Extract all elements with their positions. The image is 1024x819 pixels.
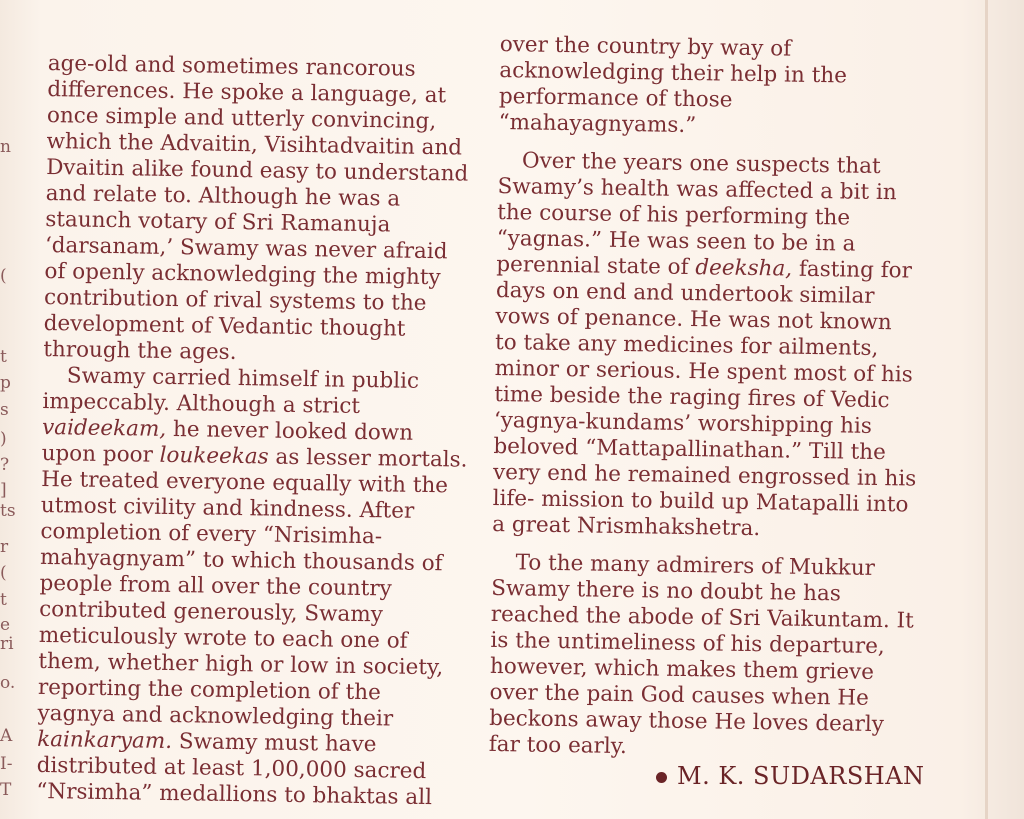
line-text: which the Advaitin, Visihtadvaitin and bbox=[46, 128, 463, 161]
line-text: life- mission to build up Matapalli into bbox=[492, 485, 909, 518]
italic-term: vaideekam, bbox=[41, 414, 167, 442]
line-text: as lesser mortals. bbox=[268, 444, 468, 473]
fragment: t bbox=[0, 590, 7, 610]
page-fold-crease bbox=[985, 0, 988, 819]
fragment: s bbox=[0, 400, 9, 420]
line-text: very end he remained engrossed in his bbox=[492, 459, 917, 492]
line-text: completion of every “Nrisimha- bbox=[40, 518, 383, 550]
fragment: T bbox=[0, 780, 12, 800]
previous-column-fragments bbox=[0, 0, 22, 819]
line-text: ‘darsanam,’ Swamy was never afraid bbox=[44, 232, 448, 265]
line-text: reached the abode of Sri Vaikuntam. It bbox=[490, 601, 914, 634]
line-text: he never looked down bbox=[165, 416, 414, 446]
fragment: I- bbox=[0, 754, 13, 774]
line-text: meticulously wrote to each one of bbox=[38, 622, 408, 654]
article-column-left bbox=[36, 51, 488, 812]
line-text: a great Nrismhakshetra. bbox=[492, 511, 761, 542]
line-text: utmost civility and kindness. After bbox=[40, 492, 415, 524]
fragment: A bbox=[0, 726, 13, 746]
fragment: ] bbox=[0, 480, 7, 500]
bullet-icon bbox=[656, 772, 667, 783]
line-text: once simple and utterly convincing, bbox=[46, 102, 437, 135]
line-text: Over the years one suspects that bbox=[521, 148, 881, 179]
fragment: ) bbox=[0, 429, 7, 449]
text-line bbox=[498, 110, 938, 143]
fragment: p bbox=[0, 373, 11, 393]
fragment: ? bbox=[0, 455, 10, 475]
line-text: far too early. bbox=[488, 731, 628, 760]
line-text: vows of penance. He was not known bbox=[495, 303, 892, 336]
italic-term: deeksha, bbox=[695, 255, 793, 282]
line-text: them, whether high or low in society, bbox=[38, 648, 444, 681]
line-text: minor or serious. He spent most of his bbox=[494, 355, 913, 388]
line-text: days on end and undertook similar bbox=[495, 277, 875, 309]
line-text: staunch votary of Sri Ramanuja bbox=[45, 206, 391, 238]
line-text: impeccably. Although a strict bbox=[42, 388, 361, 419]
line-text: upon poor bbox=[41, 440, 160, 468]
line-text: Swamy’s health was affected a bit in bbox=[497, 173, 897, 206]
line-text: To the many admirers of Mukkur bbox=[515, 550, 876, 581]
line-text: reporting the completion of the bbox=[37, 674, 381, 706]
line-text: Dvaitin alike found easy to understand bbox=[45, 154, 469, 187]
fragment: o. bbox=[0, 673, 16, 693]
author-byline bbox=[656, 762, 925, 790]
line-text: “yagnas.” He was seen to be in a bbox=[496, 225, 856, 257]
fragment: n bbox=[0, 137, 11, 157]
line-text: “Nrsimha” medallions to bhaktas all bbox=[36, 778, 433, 811]
line-text: beloved “Mattapallinathan.” Till the bbox=[493, 433, 887, 466]
line-text: beckons away those He loves dearly bbox=[489, 705, 885, 738]
line-text: Swamy carried himself in public bbox=[66, 363, 420, 394]
line-text: time beside the raging fires of Vedic bbox=[494, 381, 890, 414]
line-text: and relate to. Although he was a bbox=[45, 180, 401, 212]
line-text: fasting for bbox=[791, 256, 913, 284]
line-text: distributed at least 1,00,000 sacred bbox=[36, 752, 427, 785]
fragment: ts bbox=[0, 501, 16, 521]
fragment: ri bbox=[0, 634, 14, 654]
line-text: age-old and sometimes rancorous bbox=[47, 51, 416, 82]
line-text: contribution of rival systems to the bbox=[43, 284, 427, 316]
line-text: perennial state of bbox=[496, 251, 696, 281]
line-text: yagnya and acknowledging their bbox=[37, 700, 394, 732]
line-text: over the country by way of bbox=[499, 32, 792, 62]
line-text: Swamy must have bbox=[171, 729, 377, 758]
fragment: t bbox=[0, 347, 7, 367]
italic-term: loukeekas bbox=[159, 442, 269, 470]
fragment: r bbox=[0, 537, 9, 557]
line-text: through the ages. bbox=[43, 336, 237, 365]
author-name: M. K. SUDARSHAN bbox=[677, 762, 925, 790]
line-text: differences. He spoke a language, at bbox=[47, 76, 447, 109]
line-text: Swamy there is no doubt he has bbox=[491, 575, 842, 607]
article-column-right bbox=[489, 32, 940, 765]
line-text: performance of those bbox=[498, 83, 733, 113]
line-text: acknowledging their help in the bbox=[499, 57, 848, 89]
line-text: ‘yagnya-kundams’ worshipping his bbox=[493, 407, 873, 439]
line-text: people from all over the country bbox=[39, 570, 392, 602]
line-text: however, which makes them grieve bbox=[489, 653, 875, 685]
line-text: of openly acknowledging the mighty bbox=[44, 258, 441, 291]
fragment: ( bbox=[0, 563, 7, 583]
line-text: to take any medicines for ailments, bbox=[494, 329, 879, 361]
line-text: development of Vedantic thought bbox=[43, 310, 406, 342]
fragment: ( bbox=[0, 266, 7, 286]
fragment: e bbox=[0, 615, 11, 635]
line-text: “mahayagnyams.” bbox=[498, 109, 697, 139]
italic-term: kainkaryam. bbox=[36, 726, 173, 755]
line-text: contributed generously, Swamy bbox=[39, 596, 384, 628]
line-text: He treated everyone equally with the bbox=[41, 466, 449, 499]
line-text: over the pain God causes when He bbox=[489, 679, 870, 711]
line-text: is the untimeliness of his departure, bbox=[490, 627, 885, 660]
line-text: the course of his performing the bbox=[496, 199, 851, 231]
line-text: mahyagnyam” to which thousands of bbox=[39, 544, 443, 577]
